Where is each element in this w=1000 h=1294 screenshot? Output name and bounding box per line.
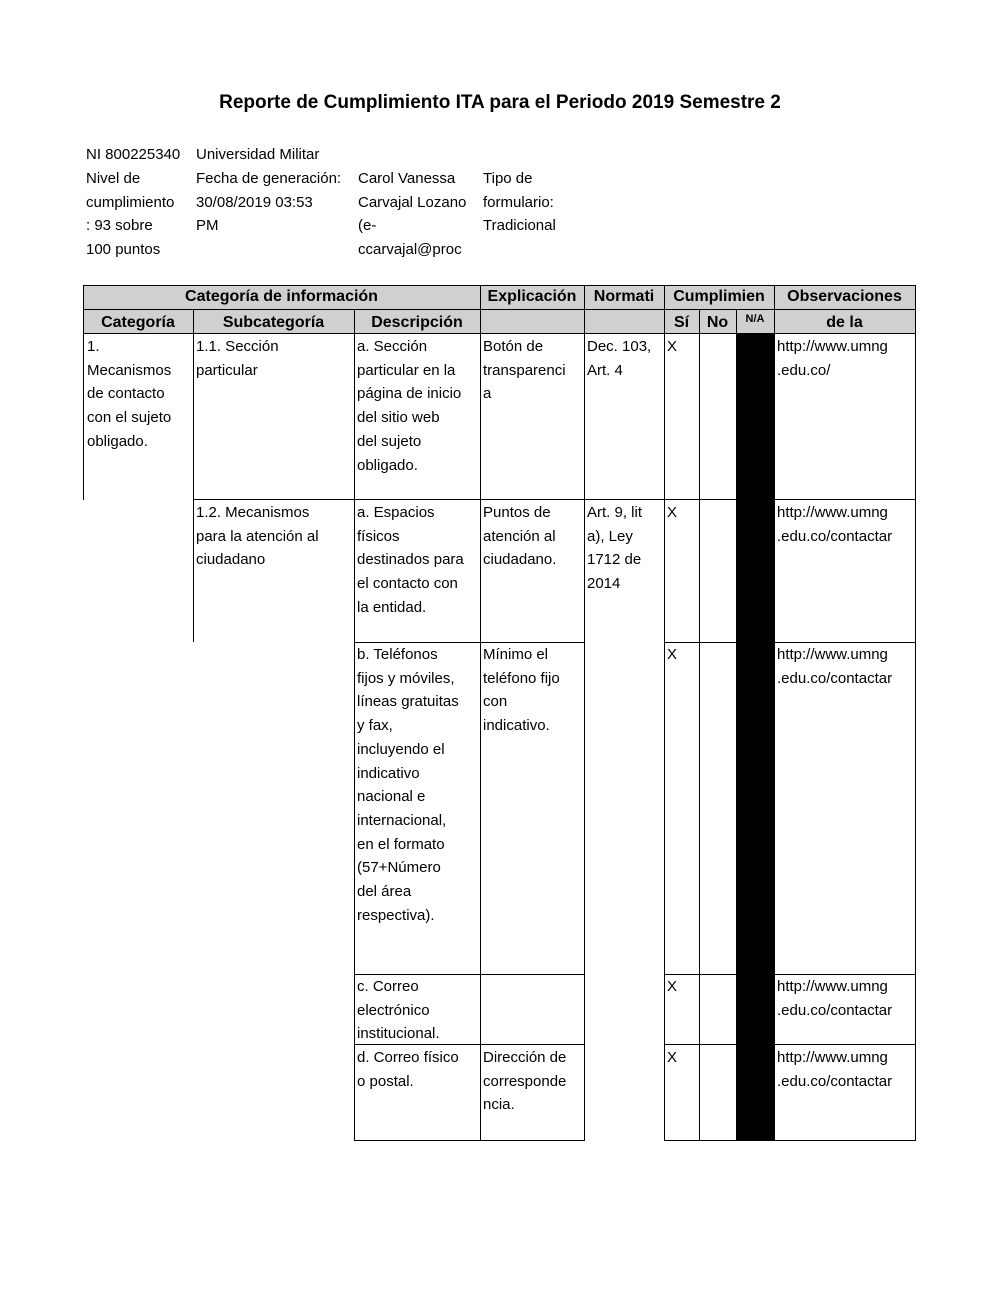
grid-line	[354, 1044, 584, 1045]
row2-si: X	[667, 504, 678, 521]
grid-line	[774, 285, 775, 1141]
grid-line	[664, 1044, 916, 1045]
header-explicacion: Explicación	[480, 286, 584, 310]
row5-descripcion: d. Correo físico o postal.	[357, 1049, 459, 1090]
header-descripcion: Descripción	[354, 310, 480, 334]
grid-line	[354, 642, 584, 643]
compliance-level: Nivel de cumplimiento : 93 sobre 100 puntos	[86, 170, 175, 259]
row3-si: X	[667, 646, 678, 663]
row1-descripcion: a. Sección particular en la página de inicio del sitio web del sujeto obligado.	[357, 338, 462, 474]
header-subcategoria: Subcategoría	[193, 310, 354, 334]
grid-line	[83, 333, 916, 334]
grid-line	[664, 285, 665, 1141]
grid-line	[83, 285, 84, 500]
row5-observaciones: http://www.umng .edu.co/contactar	[777, 1049, 893, 1090]
grid-line	[83, 285, 916, 286]
grid-line	[664, 642, 916, 643]
row5-si: X	[667, 1049, 678, 1066]
row1-explicacion: Botón de transparenci a	[483, 338, 566, 403]
grid-line	[664, 1140, 916, 1141]
header-no: No	[699, 310, 736, 334]
row4-descripcion: c. Correo electrónico institucional.	[357, 978, 440, 1043]
header-explicacion-blank	[480, 310, 584, 334]
header-categoria: Categoría	[83, 310, 193, 334]
header-normativa: Normati	[584, 286, 664, 310]
row2-normativa: Art. 9, lit a), Ley 1712 de 2014	[587, 504, 643, 593]
grid-line	[664, 974, 916, 975]
header-si: Sí	[664, 310, 699, 334]
grid-line	[354, 1140, 584, 1141]
row3-explicacion: Mínimo el teléfono fijo con indicativo.	[483, 646, 560, 735]
header-categoria-info: Categoría de información	[83, 286, 480, 310]
row4-observaciones: http://www.umng .edu.co/contactar	[777, 978, 893, 1019]
generation-date: Fecha de generación: 30/08/2019 03:53 PM	[196, 170, 342, 235]
responsible-person: Carol Vanessa Carvajal Lozano (e- ccarvajal@proc	[358, 170, 467, 259]
grid-line	[193, 499, 916, 500]
row2-subcategoria: 1.2. Mecanismos para la atención al ciudadano	[196, 504, 319, 569]
nit-text: NI 800225340	[86, 146, 181, 163]
row1-subcategoria: 1.1. Sección particular	[196, 338, 279, 379]
header-cumplimiento: Cumplimien	[664, 286, 774, 310]
grid-line	[915, 285, 916, 1141]
row1-observaciones: http://www.umng .edu.co/	[777, 338, 888, 379]
header-na: N/A	[736, 310, 774, 334]
entity-name: Universidad Militar	[196, 146, 320, 163]
row2-descripcion: a. Espacios físicos destinados para el contacto con la entidad.	[357, 504, 464, 616]
row1-si: X	[667, 338, 678, 355]
row4-si: X	[667, 978, 678, 995]
row1-categoria: 1. Mecanismos de contacto con el sujeto obligado.	[87, 338, 172, 450]
row2-explicacion: Puntos de atención al ciudadano.	[483, 504, 557, 569]
grid-line	[354, 309, 355, 1141]
grid-line	[193, 309, 194, 642]
row3-observaciones: http://www.umng .edu.co/contactar	[777, 646, 893, 687]
grid-line	[480, 285, 481, 1141]
form-type: Tipo de formulario: Tradicional	[483, 170, 556, 235]
row2-observaciones: http://www.umng .edu.co/contactar	[777, 504, 893, 545]
header-observaciones-2: de la	[774, 310, 915, 334]
grid-line	[584, 285, 585, 1141]
row5-explicacion: Dirección de corresponde ncia.	[483, 1049, 567, 1114]
row3-descripcion: b. Teléfonos fijos y móviles, líneas gratuitas y fax, incluyendo el indicativo nacional e internacional, en el formato (57+Número del área respectiva).	[357, 646, 459, 924]
grid-line	[354, 974, 584, 975]
na-column-fill	[736, 334, 774, 1141]
grid-line	[699, 309, 700, 1141]
page-title: Reporte de Cumplimiento ITA para el Periodo 2019 Semestre 2	[219, 92, 781, 113]
row1-normativa: Dec. 103, Art. 4	[587, 338, 652, 379]
header-normativa-blank	[584, 310, 664, 334]
grid-line	[736, 309, 737, 334]
header-observaciones: Observaciones	[774, 286, 915, 310]
grid-line	[83, 309, 916, 310]
